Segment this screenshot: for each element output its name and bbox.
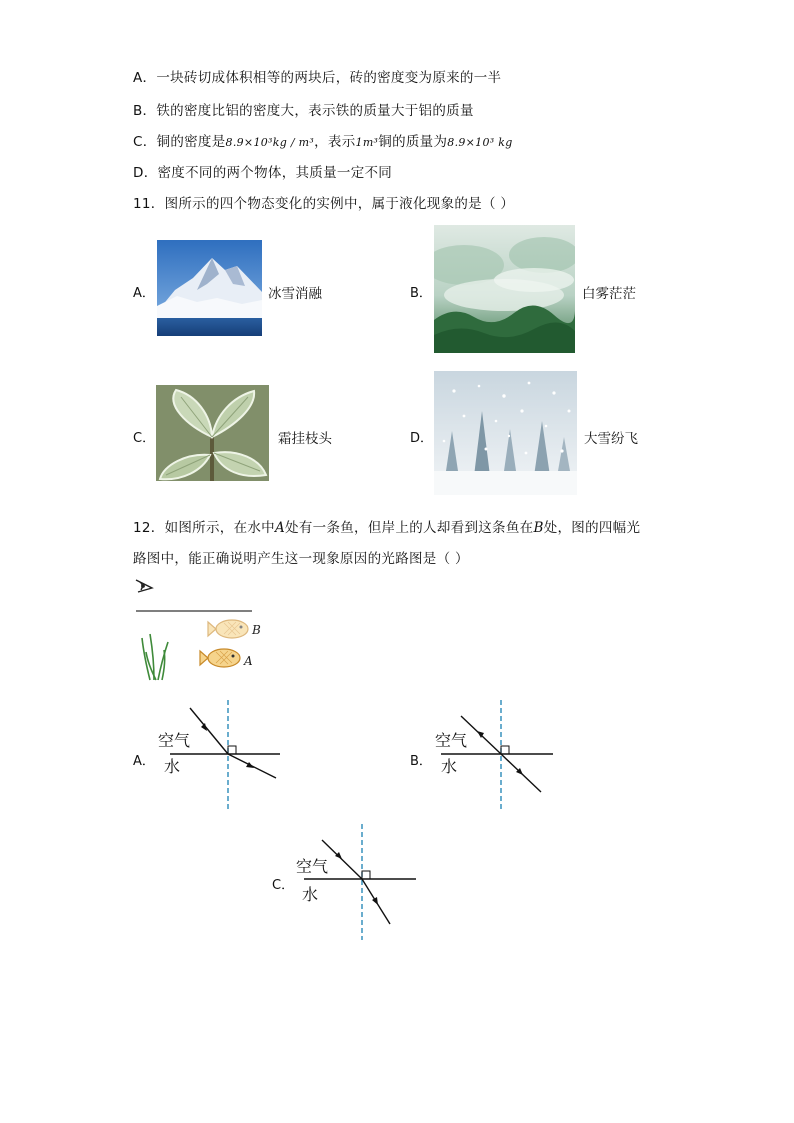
q12-option-b-letter: B．: [410, 754, 432, 769]
q12-option-c-letter: C．: [272, 878, 295, 893]
eye-icon: [136, 580, 152, 592]
air-label: 空气: [435, 731, 468, 750]
water-label: 水: [302, 885, 319, 904]
q12-stem-part2: 处有一条鱼，但岸上的人却看到这条鱼在: [285, 520, 534, 536]
q10-option-c-mid: ，表示: [314, 134, 356, 150]
q10-option-d: D．密度不同的两个物体，其质量一定不同: [133, 165, 393, 181]
q11-option-a-caption: 冰雪消融: [268, 286, 322, 302]
q12-point-b: B: [533, 520, 544, 536]
q12-point-a: A: [274, 520, 286, 536]
q10-option-b: B．铁的密度比铝的密度大，表示铁的质量大于铝的质量: [133, 103, 474, 119]
q11-option-a-letter: A．: [133, 286, 155, 301]
fish-real-icon: [200, 649, 240, 667]
q11-option-b-letter: B．: [410, 286, 432, 301]
grass-icon: [142, 634, 168, 680]
q10-option-c: [133, 130, 513, 150]
water-label: 水: [441, 757, 458, 776]
fish-real-label: A: [244, 654, 253, 668]
light-path-diagram-b: [427, 700, 567, 812]
right-angle-mark: [501, 746, 509, 754]
water-label: 水: [164, 757, 181, 776]
q10-option-c-prefix: C．铜的密度是: [133, 134, 226, 150]
q12-stem-part1: 12．如图所示，在水中: [133, 520, 275, 536]
light-path-diagram-c: [290, 824, 430, 940]
q11-option-d-letter: D．: [410, 431, 434, 446]
q12-stem-part3: 处，图的四幅光: [543, 520, 641, 536]
frosted-leaves-image: [156, 385, 269, 481]
q11-option-c-letter: C．: [133, 431, 156, 446]
air-label: 空气: [296, 857, 329, 876]
q10-density-value: 8.9×10³kg / m³: [225, 136, 315, 149]
arrow-icon: [372, 897, 378, 905]
right-angle-mark: [362, 871, 370, 879]
q12-option-a-letter: A．: [133, 754, 155, 769]
q11-option-b-caption: 白雾茫茫: [582, 286, 636, 302]
q10-option-c-mid2: 铜的质量为: [378, 134, 448, 150]
foggy-forest-image: [434, 225, 575, 353]
q10-mass-value: 8.9×10³ kg: [447, 136, 513, 149]
air-label: 空气: [158, 731, 191, 750]
q11-option-c-caption: 霜挂枝头: [278, 431, 332, 447]
q10-volume-unit: 1m³: [355, 136, 379, 149]
q12-stem-line2: 路图中，能正确说明产生这一现象原因的光路图是（ ）: [133, 551, 469, 567]
right-angle-mark: [228, 746, 236, 754]
q10-option-a: A．一块砖切成体积相等的两块后，砖的密度变为原来的一半: [133, 70, 502, 86]
snowy-mountain-image: [157, 240, 262, 336]
incident-ray: [190, 708, 228, 754]
q11-stem: 11．图所示的四个物态变化的实例中，属于液化现象的是（ ）: [133, 196, 515, 212]
q12-stem-line1: [133, 516, 640, 536]
fish-image-icon: [208, 620, 248, 638]
snowfall-image: [434, 371, 577, 495]
q11-option-d-caption: 大雪纷飞: [584, 431, 638, 447]
fish-image-label: B: [252, 623, 261, 637]
fish-scene-diagram: [132, 576, 272, 686]
light-path-diagram-a: [150, 700, 290, 812]
